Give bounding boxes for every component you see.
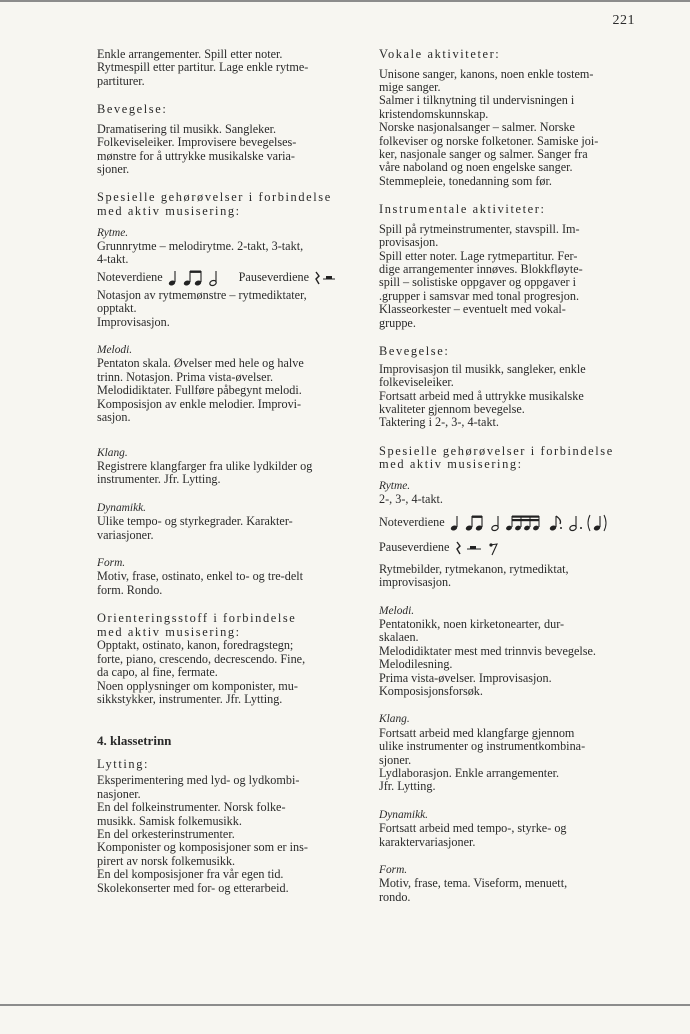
text-line: Rytmespill etter partitur. Lage enkle rytme- xyxy=(97,60,309,75)
text-line: Ulike tempo- og styrkegrader. Karakter- xyxy=(97,514,293,529)
subheading: Melodi. xyxy=(379,604,415,617)
text-line: Fortsatt arbeid med å uttrykke musikalske xyxy=(379,388,584,403)
text-line: Rytmebilder, rytmekanon, rytmediktat, xyxy=(379,561,569,576)
section-heading: Spesielle gehørøvelser i forbindelse xyxy=(97,190,332,205)
subheading: Rytme. xyxy=(97,226,129,239)
text-line: mige sanger. xyxy=(379,80,441,94)
text-line: Komponister og komposisjoner som er ins- xyxy=(97,840,308,855)
text-line: sjoner. xyxy=(379,752,412,767)
section-heading: Instrumentale aktiviteter: xyxy=(379,202,546,217)
text-line: Notasjon av rytmemønstre – rytmediktater, xyxy=(97,287,307,302)
text-line: Melodidiktater. Fullføre påbegynt melodi. xyxy=(97,383,302,398)
text-line: En del komposisjoner fra vår egen tid. xyxy=(97,867,284,882)
note-values-icon xyxy=(167,269,229,287)
right-rytme-section xyxy=(379,480,638,590)
text-line: improvisasjon. xyxy=(379,575,452,590)
section-heading: Bevegelse: xyxy=(97,102,168,117)
text-line: Prima vista-øvelser. Improvisasjon. xyxy=(379,670,552,685)
text-line: Melodilesning. xyxy=(379,657,453,672)
text-line: En del orkesterinstrumenter. xyxy=(97,827,235,841)
right-bevegelse-section xyxy=(379,345,638,430)
left-column xyxy=(97,48,357,910)
left-form-section xyxy=(97,557,357,597)
text-line: Norske nasjonalsanger – salmer. Norske xyxy=(379,120,575,135)
right-dynamikk-section xyxy=(379,809,638,849)
subheading: Klang. xyxy=(379,713,410,726)
text-line: kvaliteter gjennom bevegelse. xyxy=(379,401,525,416)
text-line: Stemmepleie, tonedanning som før. xyxy=(379,173,552,188)
text-line: Improvisasjon. xyxy=(97,314,170,329)
text-line: folkeviser og norske folketoner. Samiske joi- xyxy=(379,133,599,148)
text-line: Grunnrytme – melodirytme. 2-takt, 3-takt, xyxy=(97,239,304,254)
text-line: instrumenter. Jfr. Lytting. xyxy=(97,472,221,487)
bottom-rule xyxy=(0,1004,690,1006)
text-line: trinn. Notasjon. Prima vista-øvelser. xyxy=(97,369,274,384)
rest-values-icon xyxy=(313,269,337,287)
text-line: 2-, 3-, 4-takt. xyxy=(379,492,443,507)
text-line: Melodidiktater mest med trinnvis bevegelse. xyxy=(379,643,596,658)
right-form-section xyxy=(379,864,638,904)
subheading: Klang. xyxy=(97,446,128,459)
section-heading: med aktiv musisering: xyxy=(97,204,241,219)
note-values-row xyxy=(379,513,638,533)
text-line: form. Rondo. xyxy=(97,582,163,597)
text-line: ker, nasjonale sanger og salmer. Sanger fra xyxy=(379,147,588,162)
text-line: provisasjon. xyxy=(379,235,439,250)
text-line: våre naboland og noen engelske sanger. xyxy=(379,160,573,175)
text-line: rondo. xyxy=(379,889,411,904)
left-dynamikk-section xyxy=(97,502,357,542)
grade-heading: 4. klassetrinn xyxy=(97,733,172,749)
text-line: folkeviseleiker. xyxy=(379,375,454,390)
pauseverdiene-label: Pauseverdiene xyxy=(238,270,310,285)
text-line: Motiv, frase, tema. Viseform, menuett, xyxy=(379,876,568,891)
text-line: Spill etter noter. Lage rytmepartitur. Fer- xyxy=(379,248,578,263)
section-heading: Spesielle gehørøvelser i forbindelse xyxy=(379,443,614,458)
text-line: Skolekonserter med for- og etterarbeid. xyxy=(97,880,289,895)
text-line: spill – solistiske oppgaver og oppgaver i xyxy=(379,275,577,290)
left-intro xyxy=(97,48,357,88)
text-line: da capo, al fine, fermate. xyxy=(97,665,218,680)
rest-values-row xyxy=(379,539,638,557)
left-melodi-section xyxy=(97,344,357,424)
text-line: Jfr. Lytting. xyxy=(379,779,436,794)
text-line: Folkeviseleiker. Improvisere bevegelses- xyxy=(97,135,297,150)
text-line: 4-takt. xyxy=(97,252,129,267)
text-line: Dramatisering til musikk. Sangleker. xyxy=(97,121,277,136)
text-line: sikkstykker, instrumenter. Jfr. Lytting. xyxy=(97,691,283,706)
text-line: sjoner. xyxy=(97,162,130,177)
text-line: Enkle arrangementer. Spill etter noter. xyxy=(97,47,283,61)
text-line: mønstre for å uttrykke musikalske varia- xyxy=(97,148,295,163)
left-rytme-section xyxy=(97,227,357,329)
text-line: karaktervariasjoner. xyxy=(379,834,476,849)
note-values-icon xyxy=(449,513,619,533)
section-heading: Lytting: xyxy=(97,756,150,771)
text-line: Eksperimentering med lyd- og lydkombi- xyxy=(97,773,300,788)
subheading: Form. xyxy=(97,556,126,569)
subheading: Form. xyxy=(379,864,408,877)
section-heading: med aktiv musisering: xyxy=(379,457,523,472)
text-line: Lydlaborasjon. Enkle arrangementer. xyxy=(379,766,560,780)
text-line: nasjoner. xyxy=(97,786,141,801)
text-line: Opptakt, ostinato, kanon, foredragstegn; xyxy=(97,638,294,653)
section-heading: Bevegelse: xyxy=(379,344,450,359)
text-line: Salmer i tilknytning til undervisningen i xyxy=(379,93,575,108)
subheading: Melodi. xyxy=(97,344,133,357)
text-line: Pentatonikk, noen kirketonearter, dur- xyxy=(379,616,565,631)
left-orientering-section xyxy=(97,612,357,706)
subheading: Dynamikk. xyxy=(97,501,147,514)
right-klang-section xyxy=(379,713,638,793)
text-line: Noen opplysninger om komponister, mu- xyxy=(97,678,298,693)
left-bevegelse-section xyxy=(97,103,357,176)
text-line: Taktering i 2-, 3-, 4-takt. xyxy=(379,415,499,430)
note-values-row xyxy=(97,269,357,287)
section-heading: med aktiv musisering: xyxy=(97,624,241,639)
text-line: sasjon. xyxy=(97,410,131,425)
section-heading: Vokale aktiviteter: xyxy=(379,47,501,61)
text-line: variasjoner. xyxy=(97,527,154,542)
text-line: Komposisjonsforsøk. xyxy=(379,683,483,698)
left-klang-section xyxy=(97,447,357,487)
text-line: dige arrangementer innøves. Blokkfløyte- xyxy=(379,262,583,277)
left-spesielle-heading xyxy=(97,191,357,218)
text-line: opptakt. xyxy=(97,301,137,316)
right-melodi-section xyxy=(379,605,638,699)
text-line: Fortsatt arbeid med tempo-, styrke- og xyxy=(379,821,567,836)
text-line: Registrere klangfarger fra ulike lydkilder og xyxy=(97,458,313,473)
text-line: skalaen. xyxy=(379,630,419,645)
section-heading: Orienteringsstoff i forbindelse xyxy=(97,611,297,626)
rest-values-icon xyxy=(453,539,503,557)
text-line: musikk. Samisk folkemusikk. xyxy=(97,813,242,828)
text-line: Motiv, frase, ostinato, enkel to- og tre-delt xyxy=(97,569,304,584)
text-line: Spill på rytmeinstrumenter, stavspill. Im- xyxy=(379,221,580,236)
text-line: Komposisjon av enkle melodier. Improvi- xyxy=(97,396,302,411)
pauseverdiene-label: Pauseverdiene xyxy=(379,540,450,555)
right-instrumentale-section xyxy=(379,203,638,330)
right-column xyxy=(379,48,638,919)
text-line: Fortsatt arbeid med klangfarge gjennom xyxy=(379,725,575,740)
text-line: Improvisasjon til musikk, sangleker, enkle xyxy=(379,361,586,376)
text-line: partiturer. xyxy=(97,73,145,88)
page-number: 221 xyxy=(612,13,635,28)
subheading: Rytme. xyxy=(379,479,411,492)
text-line: .grupper i samsvar med tonal progresjon. xyxy=(379,288,580,303)
text-line: En del folkeinstrumenter. Norsk folke- xyxy=(97,800,286,815)
subheading: Dynamikk. xyxy=(379,808,429,821)
text-line: ulike instrumenter og instrumentkombina- xyxy=(379,739,586,754)
right-spesielle-heading xyxy=(379,445,638,472)
noteverdiene-label: Noteverdiene xyxy=(97,270,163,285)
klassetrinn-heading-block xyxy=(97,734,357,747)
right-vokale-section xyxy=(379,48,638,188)
text-line: Unisone sanger, kanons, noen enkle tostem- xyxy=(379,66,594,81)
text-line: Pentaton skala. Øvelser med hele og halve xyxy=(97,356,304,371)
text-line: kristendomskunnskap. xyxy=(379,106,489,121)
text-line: forte, piano, crescendo, decrescendo. Fine, xyxy=(97,651,306,666)
left-lytting-section xyxy=(97,758,357,895)
top-rule xyxy=(0,0,690,2)
text-line: gruppe. xyxy=(379,315,416,330)
noteverdiene-label: Noteverdiene xyxy=(379,515,445,530)
text-line: Klasseorkester – eventuelt med vokal- xyxy=(379,302,566,317)
text-line: pirert av norsk folkemusikk. xyxy=(97,853,236,868)
